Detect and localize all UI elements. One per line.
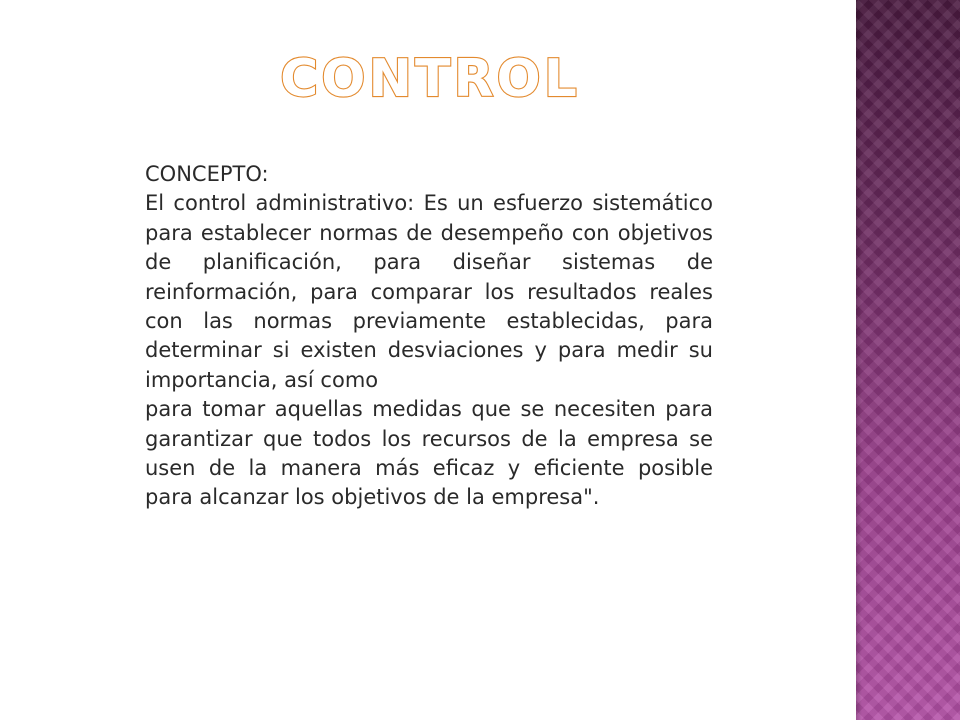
decorative-side-panel (856, 0, 960, 720)
slide-title-graphic (280, 44, 580, 114)
definition-continuation-paragraph: para tomar aquellas medidas que se necesiten para garantizar que todos los recursos de la empresa se usen de la manera más eficaz y eficiente posible para alcanzar los objetivos de la empresa". (145, 397, 713, 510)
slide-body (145, 160, 713, 513)
slide-title (280, 44, 580, 114)
concept-heading: CONCEPTO: (145, 162, 269, 186)
slide-title-text: CONTROL (280, 49, 580, 109)
definition-paragraph: El control administrativo: Es un esfuerzo sistemático para establecer normas de desempeño con objetivos de planificación, para diseñar sistemas de reinformación, para comparar los resultados reales con las normas previamente establecidas, para determinar si existen desviaciones y para medir su importancia, así como (145, 191, 713, 392)
side-panel-shadow (856, 0, 862, 720)
